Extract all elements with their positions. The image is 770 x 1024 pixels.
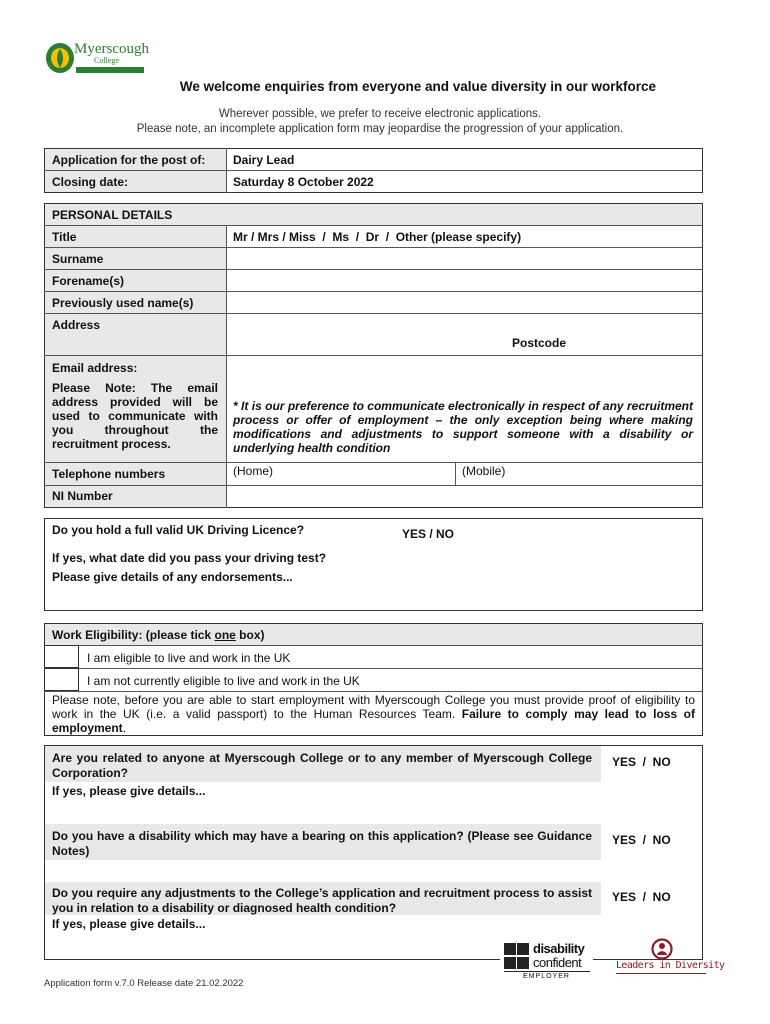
- forename-label: Forename(s): [52, 274, 125, 288]
- dc-word-employer: EMPLOYER: [523, 973, 570, 980]
- row-line: [44, 645, 703, 646]
- eligibility-heading-text: Work Eligibility: (please tick: [52, 628, 215, 642]
- not-eligible-checkbox[interactable]: [44, 668, 79, 691]
- eligibility-note: [52, 693, 695, 735]
- dc-word-disability: disability: [533, 941, 585, 956]
- not-eligible-option-label: I am not currently eligible to live and work in the UK: [87, 674, 360, 688]
- eligible-checkbox[interactable]: [44, 645, 79, 668]
- row-line: [44, 691, 703, 692]
- intro-line-2: Please note, an incomplete application form may jeopardise the progression of your application.: [136, 123, 624, 135]
- dc-underline: [504, 971, 590, 972]
- college-logo: [44, 41, 154, 77]
- title-label: Title: [52, 230, 77, 244]
- disability-question: Do you have a disability which may have a bearing on this application? (Please see Guidance Notes): [52, 829, 592, 858]
- eligibility-heading: [52, 628, 265, 642]
- mobile-phone-label[interactable]: (Mobile): [462, 464, 506, 478]
- driving-question: Do you hold a full valid UK Driving Licence?: [52, 523, 305, 537]
- surname-label: Surname: [52, 252, 104, 266]
- previous-name-label: Previously used name(s): [52, 296, 194, 310]
- email-preference-note: * It is our preference to communicate electronically in respect of any recruitment process or offer of employment – the only exception being where making modifications and adjustments to support someone with a disability or underlying health condition: [233, 399, 693, 455]
- driving-answer[interactable]: YES / NO: [402, 527, 455, 541]
- title-options[interactable]: Mr / Mrs / Miss / Ms / Dr / Other (please specify): [233, 230, 522, 244]
- related-details-prompt: If yes, please give details...: [52, 784, 206, 798]
- row-line: [44, 462, 703, 463]
- home-phone-label[interactable]: (Home): [233, 464, 274, 478]
- eligibility-heading-one: one: [214, 628, 236, 642]
- closing-value[interactable]: Saturday 8 October 2022: [233, 175, 374, 189]
- driving-followup-2: Please give details of any endorsements...: [52, 570, 293, 584]
- related-answer[interactable]: YES / NO: [612, 755, 671, 769]
- logo-sub: College: [94, 56, 119, 65]
- disability-confident-logo: [500, 940, 593, 982]
- eligibility-note-end: .: [122, 721, 127, 735]
- eligibility-note-warning: Failure to comply may lead to loss of employment: [52, 707, 695, 735]
- address-label: Address: [52, 318, 101, 332]
- ni-number-input[interactable]: [227, 486, 702, 507]
- row-line: [44, 355, 703, 356]
- post-label: Application for the post of:: [52, 153, 206, 167]
- personal-heading: PERSONAL DETAILS: [52, 208, 173, 222]
- adjustments-details-prompt: If yes, please give details...: [52, 917, 206, 931]
- page-headline: We welcome enquiries from everyone and value diversity in our workforce: [179, 79, 657, 94]
- address-input[interactable]: [227, 314, 702, 355]
- personal-heading-shade: [226, 204, 702, 225]
- college-crest-icon: [44, 41, 76, 75]
- email-label: Email address:: [52, 361, 138, 375]
- previous-name-input[interactable]: [227, 292, 702, 313]
- driving-followup-1: If yes, what date did you pass your driving test?: [52, 551, 327, 565]
- adjustments-question: Do you require any adjustments to the College’s application and recruitment process to assist you in relation to a disability or diagnosed health condition?: [52, 886, 592, 915]
- row-line: [44, 225, 703, 226]
- dc-word-confident: confident: [533, 955, 582, 970]
- lid-underline: [616, 973, 706, 974]
- eligibility-note-text: Please note, before you are able to start employment with Myerscough College you must provide proof of eligibility to work in the UK (i.e. a valid passport) to the Human Resources Team.: [52, 693, 695, 721]
- logo-tag-bar: [76, 67, 144, 73]
- post-row-divider: [44, 170, 703, 171]
- leaders-in-diversity-logo: [616, 938, 725, 978]
- ni-number-label: NI Number: [52, 489, 113, 503]
- eligible-option-label: I am eligible to live and work in the UK: [87, 651, 291, 665]
- leaders-in-diversity-icon: [651, 938, 673, 960]
- telephone-label: Telephone numbers: [52, 467, 166, 481]
- email-note: Please Note: The email address provided will be used to communicate with you throughout the recruitment process.: [52, 381, 218, 451]
- row-line: [44, 668, 703, 669]
- lid-text: Leaders in Diversity: [616, 960, 725, 971]
- intro-line-1: Wherever possible, we prefer to receive electronic applications.: [218, 108, 542, 120]
- eligibility-heading-end: box): [235, 628, 265, 642]
- related-question: Are you related to anyone at Myerscough College or to any member of Myerscough College Corporation?: [52, 751, 592, 780]
- phone-divider: [455, 462, 456, 485]
- form-version: Application form v.7.0 Release date 21.02.2022: [44, 978, 244, 989]
- disability-answer[interactable]: YES / NO: [612, 833, 671, 847]
- adjustments-answer[interactable]: YES / NO: [612, 890, 671, 904]
- forename-input[interactable]: [227, 270, 702, 291]
- closing-label: Closing date:: [52, 175, 129, 189]
- postcode-label: Postcode: [512, 336, 567, 350]
- disability-confident-icon: [504, 943, 530, 971]
- surname-input[interactable]: [227, 248, 702, 269]
- logo-name: Myerscough: [74, 41, 149, 57]
- post-value[interactable]: Dairy Lead: [233, 153, 295, 167]
